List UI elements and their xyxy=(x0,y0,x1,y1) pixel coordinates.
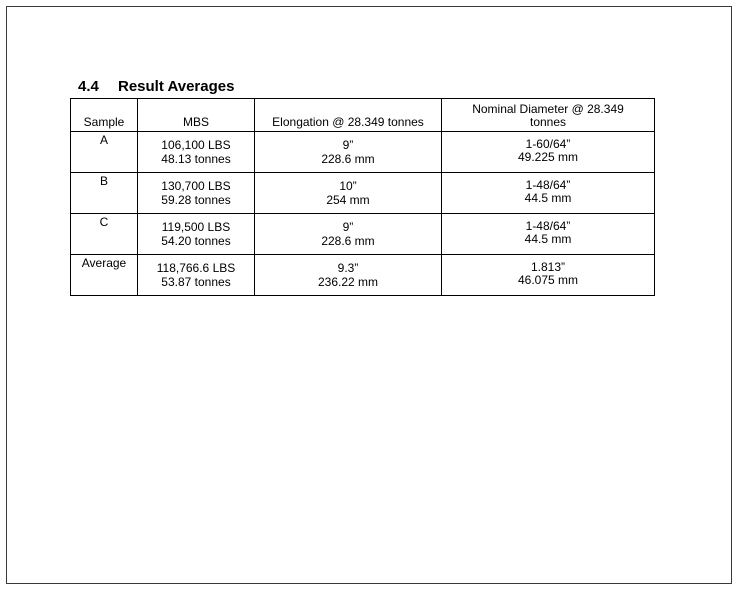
cell-sample: B xyxy=(71,173,138,214)
header-elongation: Elongation @ 28.349 tonnes xyxy=(255,99,442,132)
cell-mbs: 130,700 LBS 59.28 tonnes xyxy=(138,173,255,214)
table-row xyxy=(71,214,655,255)
table-row xyxy=(71,132,655,173)
header-nominal-line2: tonnes xyxy=(529,115,567,129)
result-averages-table xyxy=(70,98,655,296)
section-title: Result Averages xyxy=(118,78,235,95)
header-mbs: MBS xyxy=(138,99,255,132)
table-header-row xyxy=(71,99,655,132)
cell-sample: A xyxy=(71,132,138,173)
cell-nominal-diameter: 1.813” 46.075 mm xyxy=(442,255,655,296)
table-row xyxy=(71,173,655,214)
section-number: 4.4 xyxy=(78,78,99,95)
cell-nominal-diameter: 1-60/64” 49.225 mm xyxy=(442,132,655,173)
header-sample: Sample xyxy=(71,99,138,132)
cell-mbs: 106,100 LBS 48.13 tonnes xyxy=(138,132,255,173)
cell-elongation: 9” 228.6 mm xyxy=(255,214,442,255)
cell-mbs: 119,500 LBS 54.20 tonnes xyxy=(138,214,255,255)
cell-sample: Average xyxy=(71,255,138,296)
cell-nominal-diameter: 1-48/64” 44.5 mm xyxy=(442,173,655,214)
header-nominal-diameter xyxy=(442,99,655,132)
cell-elongation: 10” 254 mm xyxy=(255,173,442,214)
cell-nominal-diameter: 1-48/64” 44.5 mm xyxy=(442,214,655,255)
cell-sample: C xyxy=(71,214,138,255)
cell-mbs: 118,766.6 LBS 53.87 tonnes xyxy=(138,255,255,296)
document-page xyxy=(6,6,732,584)
header-nominal-line1: Nominal Diameter @ 28.349 xyxy=(472,102,624,116)
section-heading xyxy=(78,78,234,95)
table-row-average xyxy=(71,255,655,296)
cell-elongation: 9” 228.6 mm xyxy=(255,132,442,173)
cell-elongation: 9.3” 236.22 mm xyxy=(255,255,442,296)
